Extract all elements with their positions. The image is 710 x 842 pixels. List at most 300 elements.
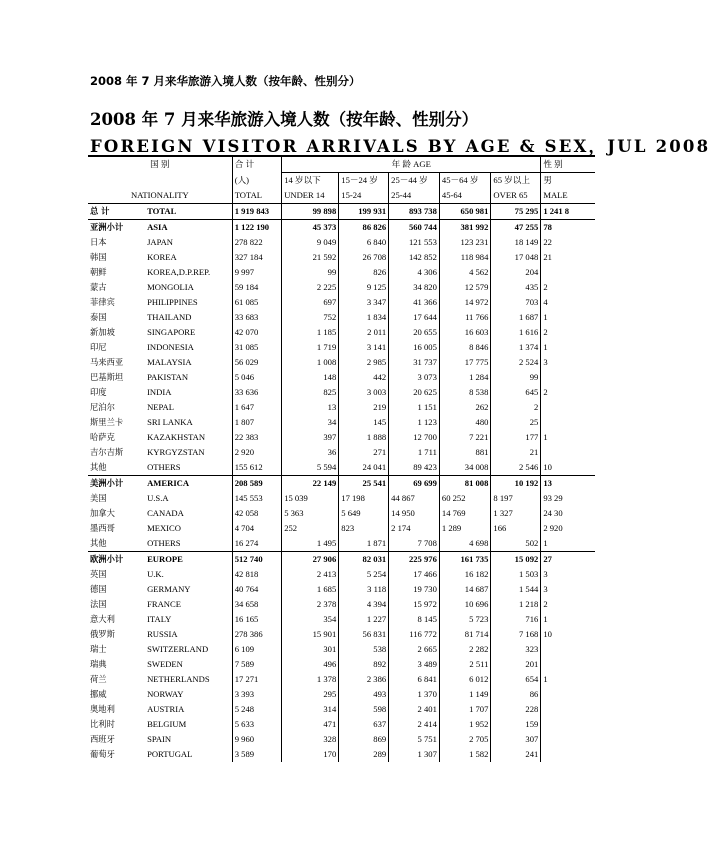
cell-total: 5 046 [232,370,281,385]
cell-age-4: 502 [491,536,541,552]
cell-age-2: 1 370 [389,687,440,702]
header-total-cn: 合 计 [232,156,281,173]
cell-male: 24 30 [541,506,595,521]
cell-age-3: 1 707 [439,702,491,717]
cell-male: 1 [541,536,595,552]
cell-age-1: 2 386 [339,672,389,687]
country-name-cn: 法国 [90,599,107,609]
cell-age-0: 2 413 [282,567,339,582]
cell-age-3: 1 582 [439,747,491,762]
cell-age-4: 2 546 [491,460,541,476]
cell-total: 208 589 [232,476,281,492]
cell-age-4: 177 [491,430,541,445]
cell-age-3: 381 992 [439,220,491,236]
cell-age-1: 145 [339,415,389,430]
cell-age-2: 893 738 [389,204,440,220]
country-name-en: MEXICO [147,523,181,533]
cell-age-1: 3 347 [339,295,389,310]
cell-age-1: 219 [339,400,389,415]
country-name-en: SWEDEN [147,659,183,669]
cell-male: 2 [541,385,595,400]
cell-total: 1 807 [232,415,281,430]
cell-male: 3 [541,582,595,597]
country-name-cn: 哈萨克 [90,432,115,442]
cell-age-1: 6 840 [339,235,389,250]
cell-age-1: 493 [339,687,389,702]
cell-age-2: 41 366 [389,295,440,310]
cell-male [541,702,595,717]
country-name-cn: 瑞士 [90,644,107,654]
country-name-cn: 欧洲小计 [90,554,124,564]
country-name-en: AMERICA [147,478,190,488]
cell-male: 2 920 [541,521,595,536]
cell-age-4: 47 255 [491,220,541,236]
header-total-unit: (人) [232,173,281,189]
cell-age-2: 7 708 [389,536,440,552]
cell-age-3: 4 562 [439,265,491,280]
country-name-en: INDIA [147,387,172,397]
country-name-en: SRI LANKA [147,417,193,427]
table-row [88,445,595,460]
cell-age-4: 17 048 [491,250,541,265]
cell-age-2: 142 852 [389,250,440,265]
table-row [88,325,595,340]
country-name-cn: 葡萄牙 [90,749,115,759]
cell-age-2: 20 655 [389,325,440,340]
cell-male: 1 241 8 [541,204,595,220]
cell-age-3: 881 [439,445,491,460]
cell-age-1: 26 708 [339,250,389,265]
table-body [88,204,595,763]
country-name-en: ITALY [147,614,172,624]
country-name-cn: 英国 [90,569,107,579]
table-row [88,250,595,265]
cell-age-1: 1 871 [339,536,389,552]
cell-age-4: 201 [491,657,541,672]
cell-total: 6 109 [232,642,281,657]
cell-total: 5 633 [232,717,281,732]
cell-age-2: 2 174 [389,521,440,536]
country-name-en: MONGOLIA [147,282,194,292]
country-name-en: MALAYSIA [147,357,192,367]
country-name-en: KYRGYZSTAN [147,447,205,457]
cell-age-1: 271 [339,445,389,460]
table-row [88,265,595,280]
cell-age-3: 2 282 [439,642,491,657]
cell-age-1: 823 [339,521,389,536]
table-row [88,460,595,476]
cell-male: 4 [541,295,595,310]
cell-total: 31 085 [232,340,281,355]
country-name-cn: 印尼 [90,342,107,352]
title-english: FOREIGN VISITOR ARRIVALS BY AGE & SEX，JUL 2008 [90,137,710,156]
cell-age-3: 81 008 [439,476,491,492]
header-age-group: 年 龄 AGE [282,156,541,173]
cell-age-2: 89 423 [389,460,440,476]
country-name-cn: 俄罗斯 [90,629,115,639]
cell-age-3: 6 012 [439,672,491,687]
country-name-en: NETHERLANDS [147,674,210,684]
cell-age-2: 560 744 [389,220,440,236]
cell-age-2: 31 737 [389,355,440,370]
cell-age-4: 2 524 [491,355,541,370]
cell-age-1: 9 125 [339,280,389,295]
cell-age-2: 225 976 [389,552,440,568]
country-name-cn: 瑞典 [90,659,107,669]
cell-age-1: 3 003 [339,385,389,400]
cell-age-0: 5 363 [282,506,339,521]
cell-age-3: 34 008 [439,460,491,476]
cell-age-2: 44 867 [389,491,440,506]
country-name-cn: 马来西亚 [90,357,124,367]
cell-age-1: 289 [339,747,389,762]
cell-age-1: 199 931 [339,204,389,220]
cell-total: 61 085 [232,295,281,310]
cell-age-4: 1 218 [491,597,541,612]
cell-age-3: 118 984 [439,250,491,265]
cell-age-2: 15 972 [389,597,440,612]
cell-age-4: 228 [491,702,541,717]
cell-age-1: 5 254 [339,567,389,582]
country-name-en: THAILAND [147,312,192,322]
cell-age-0: 1 378 [282,672,339,687]
cell-age-0: 1 495 [282,536,339,552]
cell-age-4: 99 [491,370,541,385]
country-name-en: U.K. [147,569,164,579]
cell-age-2: 16 005 [389,340,440,355]
cell-age-0: 397 [282,430,339,445]
table-row-subtotal [88,220,595,236]
cell-age-0: 2 225 [282,280,339,295]
cell-age-4: 21 [491,445,541,460]
country-name-en: PHILIPPINES [147,297,198,307]
cell-age-4: 25 [491,415,541,430]
cell-male: 10 [541,460,595,476]
cell-age-3: 650 981 [439,204,491,220]
cell-age-2: 69 699 [389,476,440,492]
table-row-subtotal [88,476,595,492]
cell-age-4: 241 [491,747,541,762]
cell-age-0: 27 906 [282,552,339,568]
country-name-cn: 印度 [90,387,107,397]
cell-total: 4 704 [232,521,281,536]
cell-male [541,657,595,672]
table-row [88,415,595,430]
cell-age-4: 1 374 [491,340,541,355]
cell-age-3: 1 289 [439,521,491,536]
cell-age-1: 3 141 [339,340,389,355]
cell-age-2: 3 489 [389,657,440,672]
cell-age-1: 3 118 [339,582,389,597]
cell-age-2: 5 751 [389,732,440,747]
cell-age-3: 480 [439,415,491,430]
cell-age-1: 4 394 [339,597,389,612]
country-name-en: GERMANY [147,584,191,594]
cell-age-4: 1 503 [491,567,541,582]
cell-age-1: 17 198 [339,491,389,506]
cell-age-0: 1 008 [282,355,339,370]
country-name-cn: 蒙古 [90,282,107,292]
cell-age-2: 17 644 [389,310,440,325]
cell-total: 7 589 [232,657,281,672]
cell-total: 512 740 [232,552,281,568]
cell-age-3: 14 769 [439,506,491,521]
table-row [88,400,595,415]
country-name-en: ASIA [147,222,168,232]
country-name-cn: 其他 [90,538,107,548]
cell-age-4: 159 [491,717,541,732]
table-row [88,536,595,552]
cell-age-0: 45 373 [282,220,339,236]
cell-age-1: 2 011 [339,325,389,340]
cell-age-3: 2 511 [439,657,491,672]
cell-age-2: 1 123 [389,415,440,430]
cell-age-0: 354 [282,612,339,627]
country-name-cn: 日本 [90,237,107,247]
cell-age-3: 1 952 [439,717,491,732]
country-name-en: EUROPE [147,554,183,564]
header-age-0-en: UNDER 14 [282,188,339,204]
cell-age-1: 25 541 [339,476,389,492]
cell-age-3: 1 284 [439,370,491,385]
country-name-en: SINGAPORE [147,327,196,337]
cell-age-3: 262 [439,400,491,415]
cell-age-1: 869 [339,732,389,747]
cell-age-2: 8 145 [389,612,440,627]
cell-male: 3 [541,567,595,582]
cell-total: 145 553 [232,491,281,506]
table-row [88,506,595,521]
country-name-cn: 其他 [90,462,107,472]
cell-age-0: 15 039 [282,491,339,506]
country-name-en: KOREA [147,252,177,262]
cell-age-4: 645 [491,385,541,400]
cell-age-1: 1 888 [339,430,389,445]
country-name-cn: 朝鲜 [90,267,107,277]
country-name-cn: 墨西哥 [90,523,115,533]
cell-age-2: 2 401 [389,702,440,717]
cell-total: 278 822 [232,235,281,250]
cell-age-2: 1 307 [389,747,440,762]
cell-total: 42 070 [232,325,281,340]
cell-age-1: 86 826 [339,220,389,236]
table-row [88,687,595,702]
cell-total: 9 997 [232,265,281,280]
cell-age-0: 99 898 [282,204,339,220]
country-name-en: RUSSIA [147,629,178,639]
cell-age-2: 12 700 [389,430,440,445]
cell-age-4: 1 616 [491,325,541,340]
header-sex-group: 性 别 [541,156,595,173]
table-row [88,612,595,627]
table-row [88,521,595,536]
country-name-cn: 亚洲小计 [90,222,124,232]
cell-age-1: 892 [339,657,389,672]
cell-male: 10 [541,627,595,642]
cell-age-4: 166 [491,521,541,536]
country-name-cn: 美国 [90,493,107,503]
cell-total: 17 271 [232,672,281,687]
country-name-en: PORTUGAL [147,749,193,759]
table-row [88,597,595,612]
cell-age-4: 703 [491,295,541,310]
country-name-cn: 西班牙 [90,734,115,744]
country-name-en: CANADA [147,508,184,518]
cell-male [541,642,595,657]
cell-age-4: 18 149 [491,235,541,250]
cell-age-3: 81 714 [439,627,491,642]
cell-age-3: 8 538 [439,385,491,400]
table-row-total [88,204,595,220]
cell-age-2: 34 820 [389,280,440,295]
country-name-cn: 尼泊尔 [90,402,115,412]
title-chinese: 2008 年 7 月来华旅游入境人数（按年龄、性别分） [90,110,479,129]
cell-age-0: 148 [282,370,339,385]
cell-age-0: 328 [282,732,339,747]
country-name-en: SPAIN [147,734,172,744]
cell-total: 1 122 190 [232,220,281,236]
table-row [88,235,595,250]
cell-male [541,265,595,280]
cell-age-0: 22 149 [282,476,339,492]
cell-age-1: 2 985 [339,355,389,370]
cell-age-3: 2 705 [439,732,491,747]
cell-age-3: 16 182 [439,567,491,582]
cell-age-0: 1 685 [282,582,339,597]
cell-age-4: 75 295 [491,204,541,220]
cell-age-2: 1 711 [389,445,440,460]
cell-age-1: 826 [339,265,389,280]
country-name-cn: 泰国 [90,312,107,322]
cell-male [541,687,595,702]
table-row [88,491,595,506]
cell-male: 2 [541,597,595,612]
table-row [88,355,595,370]
cell-total: 3 589 [232,747,281,762]
cell-male: 22 [541,235,595,250]
table-row-subtotal [88,552,595,568]
cell-age-2: 3 073 [389,370,440,385]
cell-age-3: 7 221 [439,430,491,445]
cell-age-0: 1 719 [282,340,339,355]
cell-male: 1 [541,340,595,355]
header-age-1-cn: 15－24 岁 [339,173,389,189]
cell-male: 27 [541,552,595,568]
country-name-cn: 挪威 [90,689,107,699]
country-name-en: AUSTRIA [147,704,185,714]
country-name-cn: 巴基斯坦 [90,372,124,382]
header-age-3-en: 45-64 [439,188,491,204]
cell-total: 1 919 843 [232,204,281,220]
cell-age-3: 17 775 [439,355,491,370]
table-row [88,717,595,732]
cell-age-4: 307 [491,732,541,747]
cell-total: 327 184 [232,250,281,265]
cell-male [541,400,595,415]
cell-total: 34 658 [232,597,281,612]
cell-male: 1 [541,672,595,687]
cell-age-1: 637 [339,717,389,732]
cell-age-4: 1 544 [491,582,541,597]
table-row [88,430,595,445]
cell-total: 56 029 [232,355,281,370]
country-name-cn: 斯里兰卡 [90,417,124,427]
table-row [88,370,595,385]
table-row [88,672,595,687]
cell-age-0: 34 [282,415,339,430]
cell-age-4: 8 197 [491,491,541,506]
table-row [88,627,595,642]
header-male-en: MALE [541,188,595,204]
cell-age-1: 82 031 [339,552,389,568]
cell-age-0: 752 [282,310,339,325]
cell-male: 21 [541,250,595,265]
table-row [88,340,595,355]
cell-age-0: 301 [282,642,339,657]
country-name-cn: 加拿大 [90,508,115,518]
cell-male: 2 [541,280,595,295]
cell-age-0: 252 [282,521,339,536]
cell-age-4: 10 192 [491,476,541,492]
cell-total: 42 818 [232,567,281,582]
cell-age-0: 15 901 [282,627,339,642]
cell-male: 93 29 [541,491,595,506]
country-name-en: SWITZERLAND [147,644,209,654]
cell-age-0: 170 [282,747,339,762]
cell-age-4: 435 [491,280,541,295]
cell-age-1: 538 [339,642,389,657]
header-country-cn: 国 别 [150,159,170,170]
header-male-cn: 男 [541,173,595,189]
cell-total: 2 920 [232,445,281,460]
cell-age-1: 24 041 [339,460,389,476]
table-row [88,310,595,325]
cell-age-2: 14 950 [389,506,440,521]
cell-age-1: 5 649 [339,506,389,521]
header-age-2-en: 25-44 [389,188,440,204]
country-name-en: INDONESIA [147,342,194,352]
table-row [88,642,595,657]
table-header [88,156,595,204]
table-row [88,732,595,747]
cell-age-0: 5 594 [282,460,339,476]
cell-total: 16 274 [232,536,281,552]
cell-total: 3 393 [232,687,281,702]
cell-total: 33 636 [232,385,281,400]
cell-total: 278 386 [232,627,281,642]
cell-age-4: 2 [491,400,541,415]
cell-age-2: 121 553 [389,235,440,250]
cell-age-0: 9 049 [282,235,339,250]
cell-age-4: 7 168 [491,627,541,642]
cell-age-2: 4 306 [389,265,440,280]
country-name-cn: 韩国 [90,252,107,262]
cell-total: 9 960 [232,732,281,747]
table-row [88,295,595,310]
cell-age-3: 14 972 [439,295,491,310]
cell-male: 2 [541,325,595,340]
cell-total: 59 184 [232,280,281,295]
cell-total: 42 058 [232,506,281,521]
table-row [88,385,595,400]
cell-age-3: 1 149 [439,687,491,702]
country-name-cn: 美洲小计 [90,478,124,488]
cell-age-2: 17 466 [389,567,440,582]
header-total-en: TOTAL [232,188,281,204]
cell-male: 1 [541,310,595,325]
header-age-4-cn: 65 岁以上 [491,173,541,189]
cell-total: 155 612 [232,460,281,476]
